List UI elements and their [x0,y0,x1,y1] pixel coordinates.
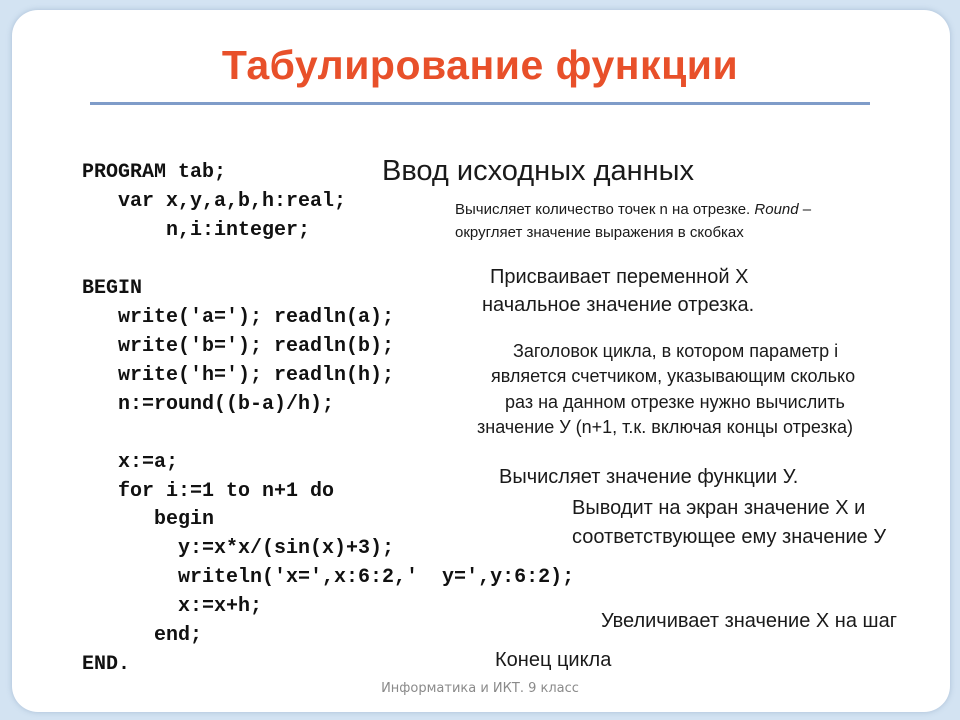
note-assign-line2: начальное значение отрезка. [482,294,755,316]
code-line: x:=x+h; [82,595,263,618]
note-round-line1 [455,201,811,218]
note-round-line2: округляет значение выражения в скобках [455,224,744,241]
footer: Информатика и ИКТ. 9 класс [381,681,579,696]
code-line: n,i:integer; [82,219,311,242]
note-round-dash: – [798,201,812,218]
note-round-text: Вычисляет количество точек n на отрезке. [455,201,755,218]
title-underline [90,102,870,105]
code-line: var x,y,a,b,h:real; [82,190,347,213]
code-line: writeln('x=',x:6:2,' y=',y:6:2); [82,566,575,589]
code-line: x:=a; [82,451,179,474]
note-print-line2: соответствующее ему значение У [572,526,887,548]
code-line: for i:=1 to n+1 do [82,480,335,503]
code-line: write('b='); readln(b); [82,335,395,358]
note-round-keyword: Round [754,201,799,218]
code-line: end; [82,624,203,647]
note-loop-line2: является счетчиком, указывающим сколько [491,366,856,386]
code-line: write('a='); readln(a); [82,306,395,329]
note-end: Конец цикла [495,649,612,671]
note-assign-line1: Присваивает переменной Х [490,266,749,288]
note-step: Увеличивает значение Х на шаг [601,610,897,632]
note-loop-line1: Заголовок цикла, в котором параметр i [513,341,839,361]
code-line: PROGRAM tab; [82,161,227,184]
note-input: Ввод исходных данных [382,155,695,187]
code-line: END. [82,653,131,676]
code-line: write('h='); readln(h); [82,364,395,387]
code-line: BEGIN [82,277,143,300]
code-line: n:=round((b-a)/h); [82,393,335,416]
note-print-line1: Выводит на экран значение Х и [572,497,866,519]
note-loop-line3: раз на данном отрезке нужно вычислить [505,392,845,412]
code-line: begin [82,508,215,531]
note-loop-line4: значение У (n+1, т.к. включая концы отрезка) [477,417,853,437]
note-calc: Вычисляет значение функции У. [499,466,799,488]
slide-title: Табулирование функции [221,42,739,88]
code-line: y:=x*x/(sin(x)+3); [82,537,395,560]
